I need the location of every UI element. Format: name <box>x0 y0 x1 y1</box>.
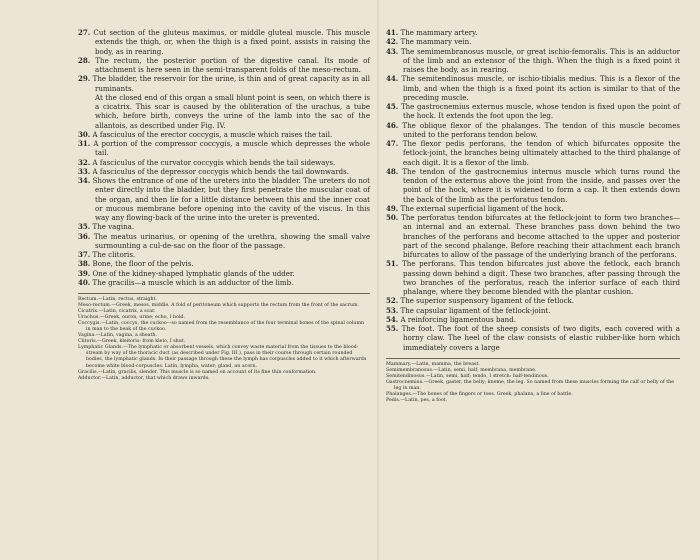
entry-43: 43. The semimembranosus muscle, or great ischio-femoralis. This is an adductor of the limb and an extensor of the thigh. When the thigh is a fixed point it raises the body, as in rearing. <box>386 46 680 74</box>
entry-40: 40. The gracilis—a muscle which is an adductor of the limb. <box>78 277 294 287</box>
entry-49: 49. The external superficial ligament of the hock. <box>386 203 564 213</box>
entry-44: 44. The semitendinosus muscle, or ischio-tibialis medius. This is a flexor of the limb, and when the thigh is a fixed point its action is similar to that of the preceding muscle. <box>386 74 680 102</box>
entry-35: 35. The vagina. <box>78 222 135 232</box>
entry-30: 30. A fasciculus of the erector coccygis, a muscle which raises the tail. <box>78 129 333 139</box>
entry-29: 29. The bladder, the reservoir for the urine, is thin and of great capacity as in all ruminants. <box>78 74 370 93</box>
footnote-divider <box>78 293 370 294</box>
entry-33: 33. A fasciculus of the depressor coccygis which bends the tail downwards. <box>78 166 349 176</box>
left-entries <box>78 28 370 287</box>
entry-38: 38. Bone, the floor of the pelvis. <box>78 259 194 269</box>
left-column <box>78 28 370 382</box>
entry-48: 48. The tendon of the gastrocnemius internus muscle which turns round the tendon of the externus above the joint from the inside, and passes over the point of the hock, where it is widened to form a cap. It then extends down the back of the limb as the perforatus tendon. <box>386 166 680 204</box>
footnote: Mammary.—Latin, mamma, the breast. <box>386 361 480 367</box>
footnote: Coccygis.—Latin, coccyx, the cuckoo—so named from the resemblance of the four terminal bones of the spinal column in man to the beak of the cuckoo. <box>78 321 365 333</box>
footnote: Semimembranosus.—Latin, semi, half; membrana, membrane. <box>386 367 537 373</box>
entry-36: 36. The meatus urinarius, or opening of the urethra, showing the small valve surmounting a cul-de-sac on the floor of the passage. <box>78 231 370 250</box>
entry-41: 41. The mammary artery. <box>386 28 478 37</box>
footnote: Clitoris.—Greek, kleitoris: from kleio, I shut. <box>78 339 186 345</box>
footnote: Meso-rectum.—Greek, mesos, middle. A fold of peritoneum which supports the rectum from the front of the sacrum. <box>78 303 359 309</box>
entry-53: 53. The capsular ligament of the fetlock-joint. <box>386 305 551 315</box>
footnote: Gastrocnemius.—Greek, gaster, the belly; kneme, the leg. So named from these muscles forming the calf or belly of the leg in man. <box>386 379 675 391</box>
footnote: Phalanges.—The bones of the fingers or toes. Greek, phalanx, a line of battle. <box>386 391 573 397</box>
entry-50: 50. The perforatus tendon bifurcates at the fetlock-joint to form two branches—an internal and an external. These branches pass down behind the two branches of the perforans and become attached to the upper and posterior part of the second phalange. Before reaching their attachment each branch bifurcates to allow of the passage of the underlying branch of the perforans. <box>386 213 680 259</box>
footnote: Semitendinosus.—Latin, semi, half; tendo, I stretch: half-tendinous. <box>386 373 549 379</box>
footnote: Adductor.—Latin, adductor, that which draws inwards. <box>78 375 210 381</box>
footnote-divider <box>386 358 680 359</box>
footnote: Vagina.—Latin, vagina, a sheath. <box>78 333 157 339</box>
footnote: Urachus.—Greek, ouron, urine; echo, I hold. <box>78 315 185 321</box>
right-column <box>386 28 680 404</box>
page-gutter <box>377 0 379 560</box>
right-entries <box>386 28 680 352</box>
right-footnotes <box>386 362 680 404</box>
footnote: Gracilis.—Latin, gracilis, slender. This muscle is so named on account of its fine thin conformation. <box>78 369 317 375</box>
entry-52: 52. The superior suspensory ligament of the fetlock. <box>386 296 575 306</box>
footnote: Cicatrix.—Latin, cicatrix, a scar. <box>78 309 156 315</box>
entry-27: 27. Cut section of the gluteus maximus, or middle gluteal muscle. This muscle extends the thigh, or, when the thigh is a fixed point, assists in raising the body, as in rearing. <box>78 28 370 56</box>
footnote: Lymphatic Glands.—The lymphatic or absorbent vessels, which convey waste material from the tissues to the blood-stream by way of the thoracic duct (as described under Fig. III.), pass in their course through certain rounded bodies, the lymphatic glands. In their passage through these the lymph has corpuscles added to it which afterwards become white blood-corpuscles. Latin, lympha, water; gland, an acorn. <box>78 345 367 369</box>
entry-32: 32. A fasciculus of the curvator coccygis which bends the tail sideways. <box>78 157 336 167</box>
entry-54: 54. A reinforcing ligamentous band. <box>386 314 516 324</box>
entry-29-continuation: At the closed end of this organ a small blunt point is seen, on which there is a cicatrix. This scar is caused by the obliteration of the urachus, a tube which, before birth, conveys the urine of the lamb into the sac of the allantois, as described under Fig. IV. <box>95 92 370 130</box>
entry-51: 51. The perforans. This tendon bifurcates just above the fetlock, each branch passing down behind a digit. These two branches, after passing through the two branches of the perforatus, reach the inferior surface of each third phalange, where they become blended with the plantar cushion. <box>386 259 680 296</box>
entry-55: 55. The foot. The foot of the sheep consists of two digits, each covered with a horny claw. The heel of the claw consists of elastic rubber-like horn which immediately covers a large <box>386 324 681 352</box>
left-footnotes <box>78 297 370 382</box>
entry-28: 28. The rectum, the posterior portion of the digestive canal. Its mode of attachment is here seen in the semi-transparent folds of the meso-rectum. <box>78 55 370 74</box>
entry-42: 42. The mammary vein. <box>386 37 472 47</box>
entry-45: 45. The gastrocnemius externus muscle, whose tendon is fixed upon the point of the hock. It extends the foot upon the leg. <box>386 102 681 121</box>
footnote: Rectum.—Latin, rectus, straight. <box>78 297 157 302</box>
entry-47: 47. The flexor pedis perforans, the tendon of which bifurcates opposite the fetlock-joint, the branches being ultimately attached to the third phalange of each digit. It is a flexor of the limb. <box>386 139 680 167</box>
entry-31: 31. A portion of the compressor coccygis, a muscle which depresses the whole tail. <box>78 139 370 158</box>
footnote: Pedis.—Latin, pes, a foot. <box>386 398 448 404</box>
entry-39: 39. One of the kidney-shaped lymphatic glands of the udder. <box>78 268 295 278</box>
entry-34: 34. Shows the entrance of one of the ureters into the bladder. The ureters do not enter directly into the bladder, but they first penetrate the muscular coat of the organ, and then lie for a little distance between this and the inner coat or mucous membrane before opening into the cavity of the viscus. In this way any flowing-back of the urine into the ureter is prevented. <box>78 176 370 222</box>
entry-37: 37. The clitoris. <box>78 250 136 259</box>
entry-46: 46. The oblique flexor of the phalanges. The tendon of this muscle becomes united to the perforans tendon below. <box>386 120 680 139</box>
